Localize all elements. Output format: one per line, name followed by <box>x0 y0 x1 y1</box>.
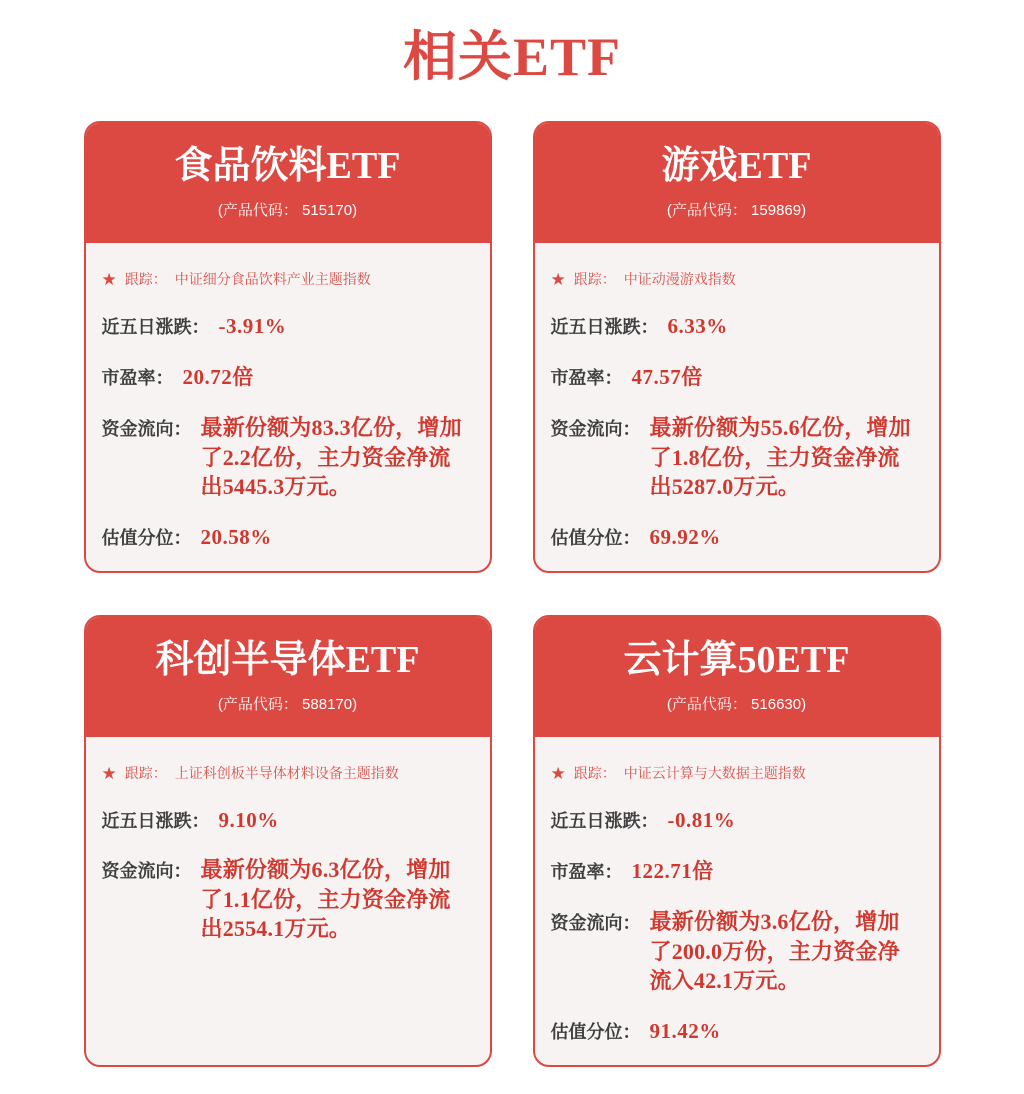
etf-name: 科创半导体ETF <box>155 638 420 681</box>
fund-flow-row <box>551 907 921 996</box>
tracking-label: 跟踪： <box>573 765 616 781</box>
etf-card-cloud-computing <box>533 615 941 1067</box>
etf-product-code: (产品代码： 588170) <box>217 696 358 714</box>
etf-name: 云计算50ETF <box>623 638 850 681</box>
tracking-index: 中证动漫游戏指数 <box>623 271 736 287</box>
card-body <box>535 243 939 572</box>
etf-product-code: (产品代码： 515170) <box>217 202 358 220</box>
five-day-change-row <box>102 807 472 833</box>
fund-flow-label: 资金流向： <box>101 419 192 439</box>
tracking-label: 跟踪： <box>124 271 167 287</box>
fund-flow-row <box>551 413 921 502</box>
tracking-row <box>551 763 921 783</box>
valuation-percentile-value: 20.58% <box>200 525 272 550</box>
card-header <box>535 617 939 737</box>
tracking-row <box>102 269 472 289</box>
valuation-percentile-label: 估值分位： <box>101 528 192 549</box>
star-icon: ★ <box>101 269 117 289</box>
valuation-percentile-value: 91.42% <box>649 1019 721 1044</box>
etf-product-code: (产品代码： 159869) <box>666 202 807 220</box>
pe-ratio-row <box>102 361 472 391</box>
valuation-percentile-label: 估值分位： <box>550 528 641 549</box>
etf-card-game <box>533 121 941 573</box>
fund-flow-value: 最新份额为83.3亿份，增加了2.2亿份，主力资金净流出5445.3万元。 <box>200 415 462 500</box>
etf-card-food-beverage <box>84 121 492 573</box>
tracking-index: 上证科创板半导体材料设备主题指数 <box>174 765 399 781</box>
five-day-change-label: 近五日涨跌： <box>550 811 659 831</box>
tracking-index: 中证云计算与大数据主题指数 <box>623 765 806 781</box>
card-header <box>86 617 490 737</box>
fund-flow-label: 资金流向： <box>101 861 192 881</box>
fund-flow-label: 资金流向： <box>550 913 641 933</box>
valuation-percentile-value: 69.92% <box>649 525 721 550</box>
page-title: 相关ETF <box>402 27 622 87</box>
five-day-change-label: 近五日涨跌： <box>101 317 210 337</box>
five-day-change-value: -3.91% <box>218 314 287 338</box>
fund-flow-label: 资金流向： <box>550 419 641 439</box>
tracking-row <box>102 763 472 783</box>
pe-ratio-value: 122.71倍 <box>631 859 714 883</box>
tracking-row <box>551 269 921 289</box>
five-day-change-value: -0.81% <box>667 808 736 832</box>
fund-flow-row <box>102 413 472 502</box>
five-day-change-value: 9.10% <box>218 808 279 832</box>
five-day-change-label: 近五日涨跌： <box>550 317 659 337</box>
star-icon: ★ <box>550 269 566 289</box>
tracking-label: 跟踪： <box>573 271 616 287</box>
star-icon: ★ <box>101 763 117 783</box>
valuation-percentile-row <box>551 524 921 550</box>
pe-ratio-row <box>551 361 921 391</box>
fund-flow-value: 最新份额为6.3亿份，增加了1.1亿份，主力资金净流出2554.1万元。 <box>200 857 451 942</box>
tracking-label: 跟踪： <box>124 765 167 781</box>
card-header <box>535 123 939 243</box>
fund-flow-row <box>102 855 472 944</box>
valuation-percentile-row <box>102 524 472 550</box>
pe-ratio-value: 20.72倍 <box>182 365 254 389</box>
pe-ratio-label: 市盈率： <box>550 862 623 882</box>
etf-name: 游戏ETF <box>661 144 812 187</box>
card-body <box>535 737 939 1066</box>
fund-flow-value: 最新份额为3.6亿份，增加了200.0万份，主力资金净流入42.1万元。 <box>649 909 900 994</box>
card-body <box>86 243 490 572</box>
etf-product-code: (产品代码： 516630) <box>666 696 807 714</box>
five-day-change-label: 近五日涨跌： <box>101 811 210 831</box>
etf-card-semiconductor <box>84 615 492 1067</box>
five-day-change-row <box>551 807 921 833</box>
valuation-percentile-label: 估值分位： <box>550 1022 641 1043</box>
tracking-index: 中证细分食品饮料产业主题指数 <box>174 271 371 287</box>
five-day-change-row <box>551 313 921 339</box>
star-icon: ★ <box>550 763 566 783</box>
etf-name: 食品饮料ETF <box>174 144 401 187</box>
pe-ratio-value: 47.57倍 <box>631 365 703 389</box>
five-day-change-value: 6.33% <box>667 314 728 338</box>
fund-flow-value: 最新份额为55.6亿份，增加了1.8亿份，主力资金净流出5287.0万元。 <box>649 415 911 500</box>
etf-cards-grid <box>0 121 1024 1067</box>
five-day-change-row <box>102 313 472 339</box>
pe-ratio-label: 市盈率： <box>101 368 174 388</box>
valuation-percentile-row <box>551 1018 921 1044</box>
card-body <box>86 737 490 966</box>
card-header <box>86 123 490 243</box>
pe-ratio-row <box>551 855 921 885</box>
pe-ratio-label: 市盈率： <box>550 368 623 388</box>
